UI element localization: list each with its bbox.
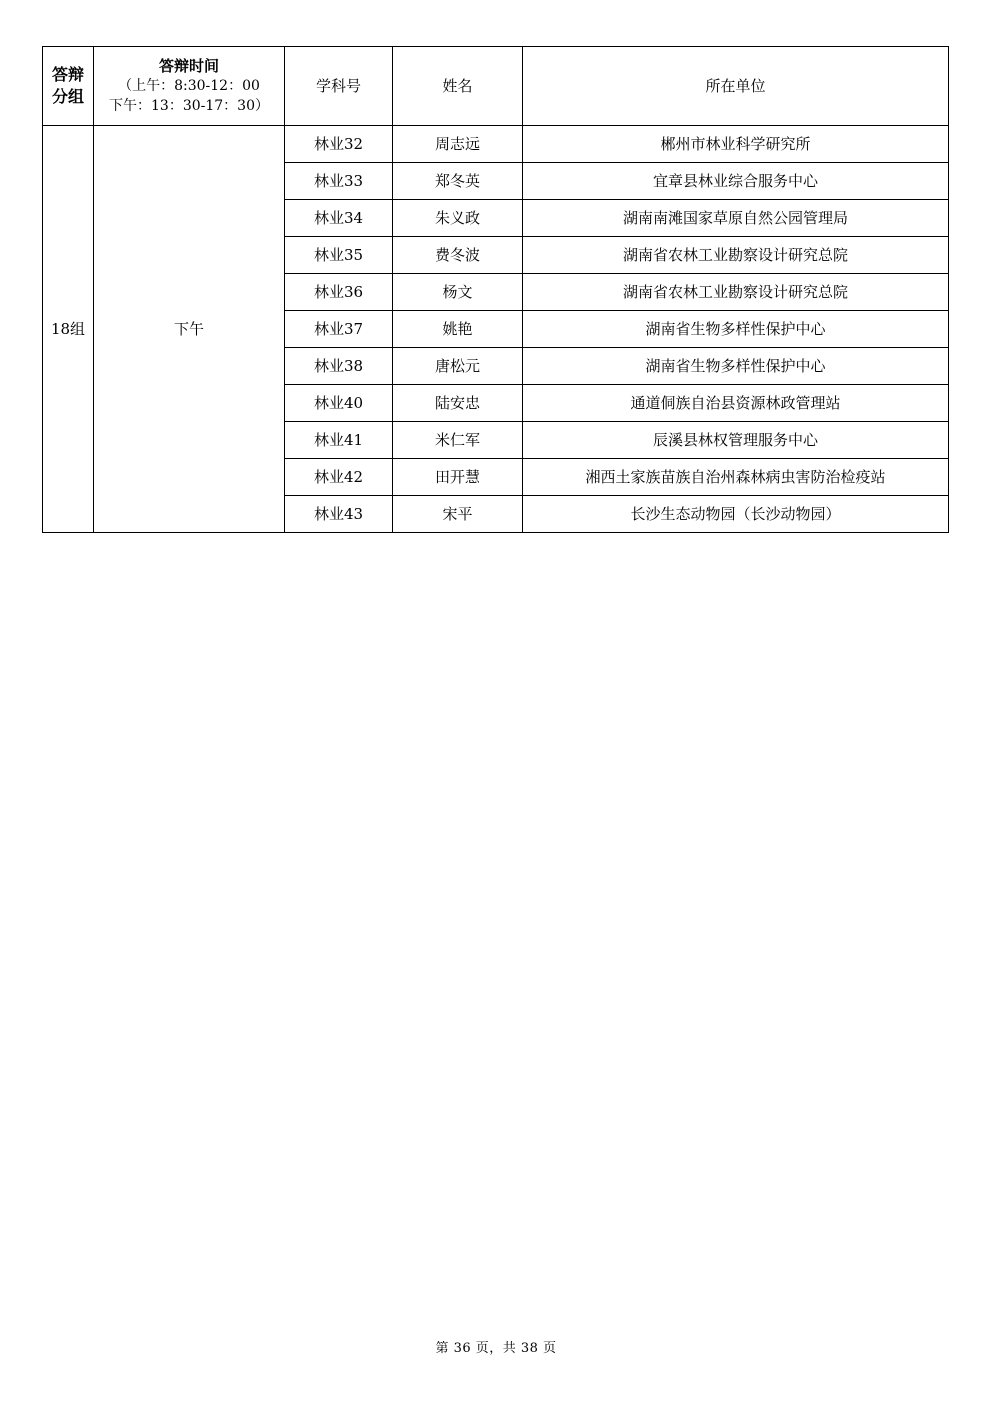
defense-schedule-table xyxy=(42,46,949,533)
name-cell: 杨文 xyxy=(393,274,523,311)
table-row xyxy=(43,126,949,163)
subject-cell: 林业43 xyxy=(285,496,393,533)
unit-cell: 长沙生态动物园（长沙动物园） xyxy=(523,496,949,533)
name-cell: 朱义政 xyxy=(393,200,523,237)
header-time-afternoon: 下午：13：30-17：30） xyxy=(109,98,269,114)
subject-cell: 林业38 xyxy=(285,348,393,385)
name-cell: 唐松元 xyxy=(393,348,523,385)
name-cell: 郑冬英 xyxy=(393,163,523,200)
unit-cell: 湖南省农林工业勘察设计研究总院 xyxy=(523,237,949,274)
unit-cell: 湖南省生物多样性保护中心 xyxy=(523,348,949,385)
subject-cell: 林业42 xyxy=(285,459,393,496)
header-subject-no: 学科号 xyxy=(285,47,393,126)
name-cell: 田开慧 xyxy=(393,459,523,496)
unit-cell: 湖南省农林工业勘察设计研究总院 xyxy=(523,274,949,311)
name-cell: 费冬波 xyxy=(393,237,523,274)
page-number-footer: 第 36 页，共 38 页 xyxy=(435,1341,557,1356)
subject-cell: 林业35 xyxy=(285,237,393,274)
name-cell: 米仁军 xyxy=(393,422,523,459)
unit-cell: 湘西土家族苗族自治州森林病虫害防治检疫站 xyxy=(523,459,949,496)
table-header-row xyxy=(43,47,949,126)
unit-cell: 湖南省生物多样性保护中心 xyxy=(523,311,949,348)
session-cell: 下午 xyxy=(94,126,285,533)
subject-cell: 林业36 xyxy=(285,274,393,311)
header-group-line1: 答辩 xyxy=(51,65,84,84)
name-cell: 陆安忠 xyxy=(393,385,523,422)
subject-cell: 林业37 xyxy=(285,311,393,348)
header-time-morning: （上午：8:30-12：00 xyxy=(118,78,260,94)
header-unit: 所在单位 xyxy=(523,47,949,126)
subject-cell: 林业41 xyxy=(285,422,393,459)
subject-cell: 林业33 xyxy=(285,163,393,200)
subject-cell: 林业34 xyxy=(285,200,393,237)
header-group-line2: 分组 xyxy=(51,87,84,106)
name-cell: 姚艳 xyxy=(393,311,523,348)
unit-cell: 通道侗族自治县资源林政管理站 xyxy=(523,385,949,422)
header-group xyxy=(43,47,94,126)
group-cell: 18组 xyxy=(43,126,94,533)
unit-cell: 郴州市林业科学研究所 xyxy=(523,126,949,163)
header-time xyxy=(94,47,285,126)
subject-cell: 林业32 xyxy=(285,126,393,163)
name-cell: 宋平 xyxy=(393,496,523,533)
unit-cell: 宜章县林业综合服务中心 xyxy=(523,163,949,200)
header-time-title: 答辩时间 xyxy=(158,57,219,75)
header-name: 姓名 xyxy=(393,47,523,126)
unit-cell: 湖南南滩国家草原自然公园管理局 xyxy=(523,200,949,237)
unit-cell: 辰溪县林权管理服务中心 xyxy=(523,422,949,459)
subject-cell: 林业40 xyxy=(285,385,393,422)
name-cell: 周志远 xyxy=(393,126,523,163)
